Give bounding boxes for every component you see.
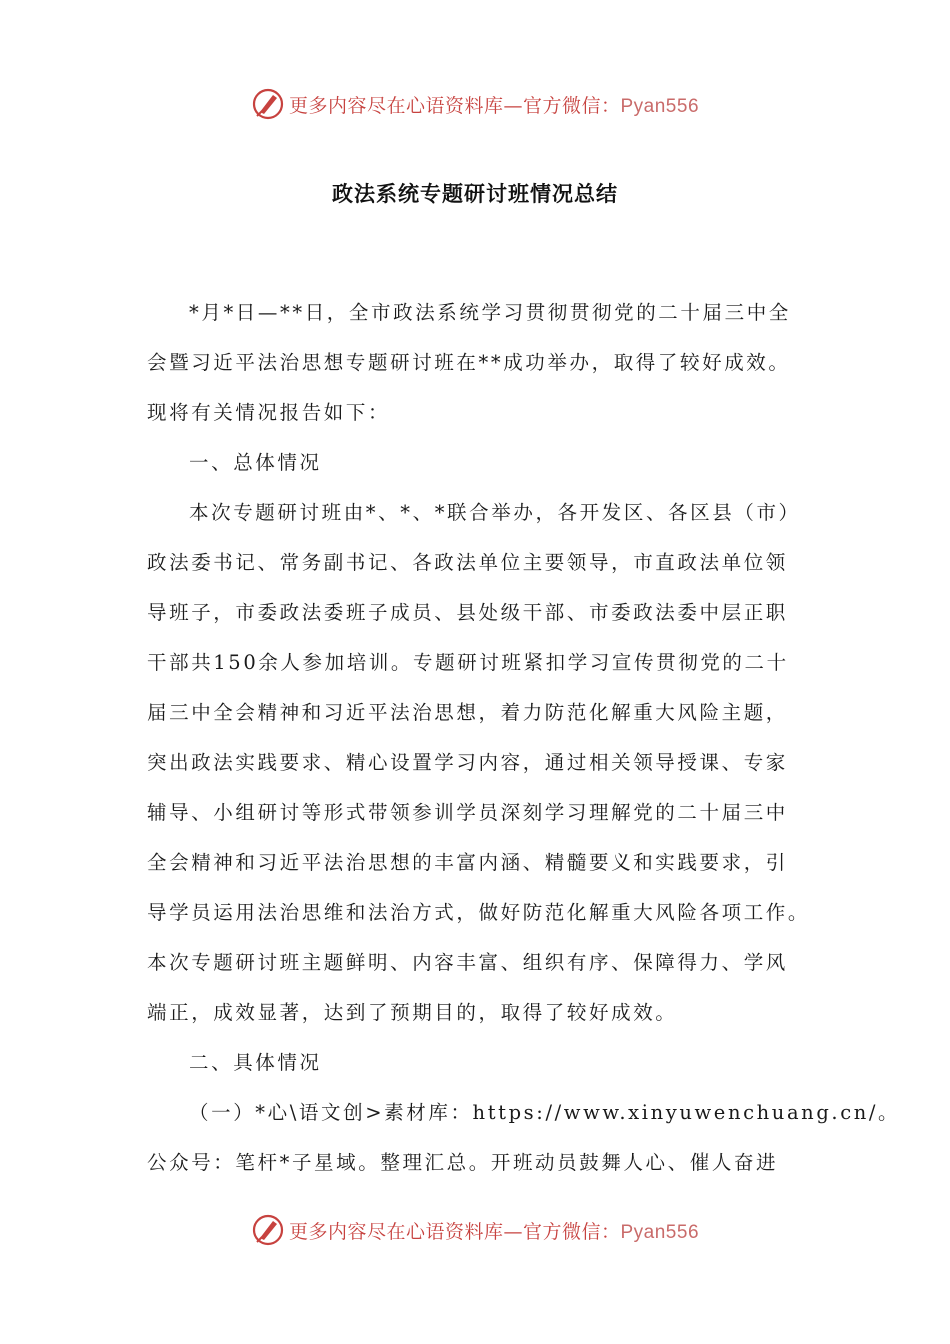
- text-line: 端正，成效显著，达到了预期目的，取得了较好成效。: [147, 1001, 678, 1024]
- text-line: 全会精神和习近平法治思想的丰富内涵、精髓要义和实践要求，引: [147, 851, 788, 874]
- watermark-text: 更多内容尽在心语资料库—官方微信：Pyan556: [288, 1220, 700, 1243]
- wechat-id: Pyan556: [620, 95, 700, 117]
- quill-pen-logo-icon: [251, 87, 285, 121]
- text-line: *月*日—**日，全市政法系统学习贯彻贯彻党的二十届三中全: [189, 301, 791, 324]
- quill-pen-logo-icon: [251, 1213, 285, 1247]
- section-heading: 二、具体情况: [189, 1051, 322, 1074]
- text-line: 公众号：笔杆*子星域。整理汇总。开班动员鼓舞人心、催人奋进: [147, 1151, 779, 1174]
- text-line: 本次专题研讨班由*、*、*联合举办，各开发区、各区县（市）: [189, 501, 801, 524]
- document-body: [147, 288, 901, 1188]
- text-line: 政法委书记、常务副书记、各政法单位主要领导，市直政法单位领: [147, 551, 788, 574]
- text-line: 现将有关情况报告如下：: [147, 401, 391, 424]
- header-watermark: [0, 84, 950, 124]
- text-line: 辅导、小组研讨等形式带领参训学员深刻学习理解党的二十届三中: [147, 801, 788, 824]
- text-line: 突出政法实践要求、精心设置学习内容，通过相关领导授课、专家: [147, 751, 788, 774]
- text-line: 会暨习近平法治思想专题研讨班在**成功举办，取得了较好成效。: [147, 351, 791, 374]
- section-heading: 一、总体情况: [189, 451, 322, 474]
- footer-watermark: [0, 1210, 950, 1250]
- wechat-id: Pyan556: [620, 1221, 700, 1243]
- text-line: 导班子，市委政法委班子成员、县处级干部、市委政法委中层正职: [147, 601, 788, 624]
- text-line: 届三中全会精神和习近平法治思想，着力防范化解重大风险主题，: [147, 701, 788, 724]
- document-title: 政法系统专题研讨班情况总结: [332, 182, 618, 206]
- watermark-text: 更多内容尽在心语资料库—官方微信：Pyan556: [288, 94, 700, 117]
- text-line: （一）*心\语文创>素材库：https://www.xinyuwenchuang.cn/。: [189, 1101, 901, 1124]
- text-line: 本次专题研讨班主题鲜明、内容丰富、组织有序、保障得力、学风: [147, 951, 788, 974]
- text-line: 干部共150余人参加培训。专题研讨班紧扣学习宣传贯彻党的二十: [147, 651, 789, 674]
- text-line: 导学员运用法治思维和法治方式，做好防范化解重大风险各项工作。: [147, 901, 811, 924]
